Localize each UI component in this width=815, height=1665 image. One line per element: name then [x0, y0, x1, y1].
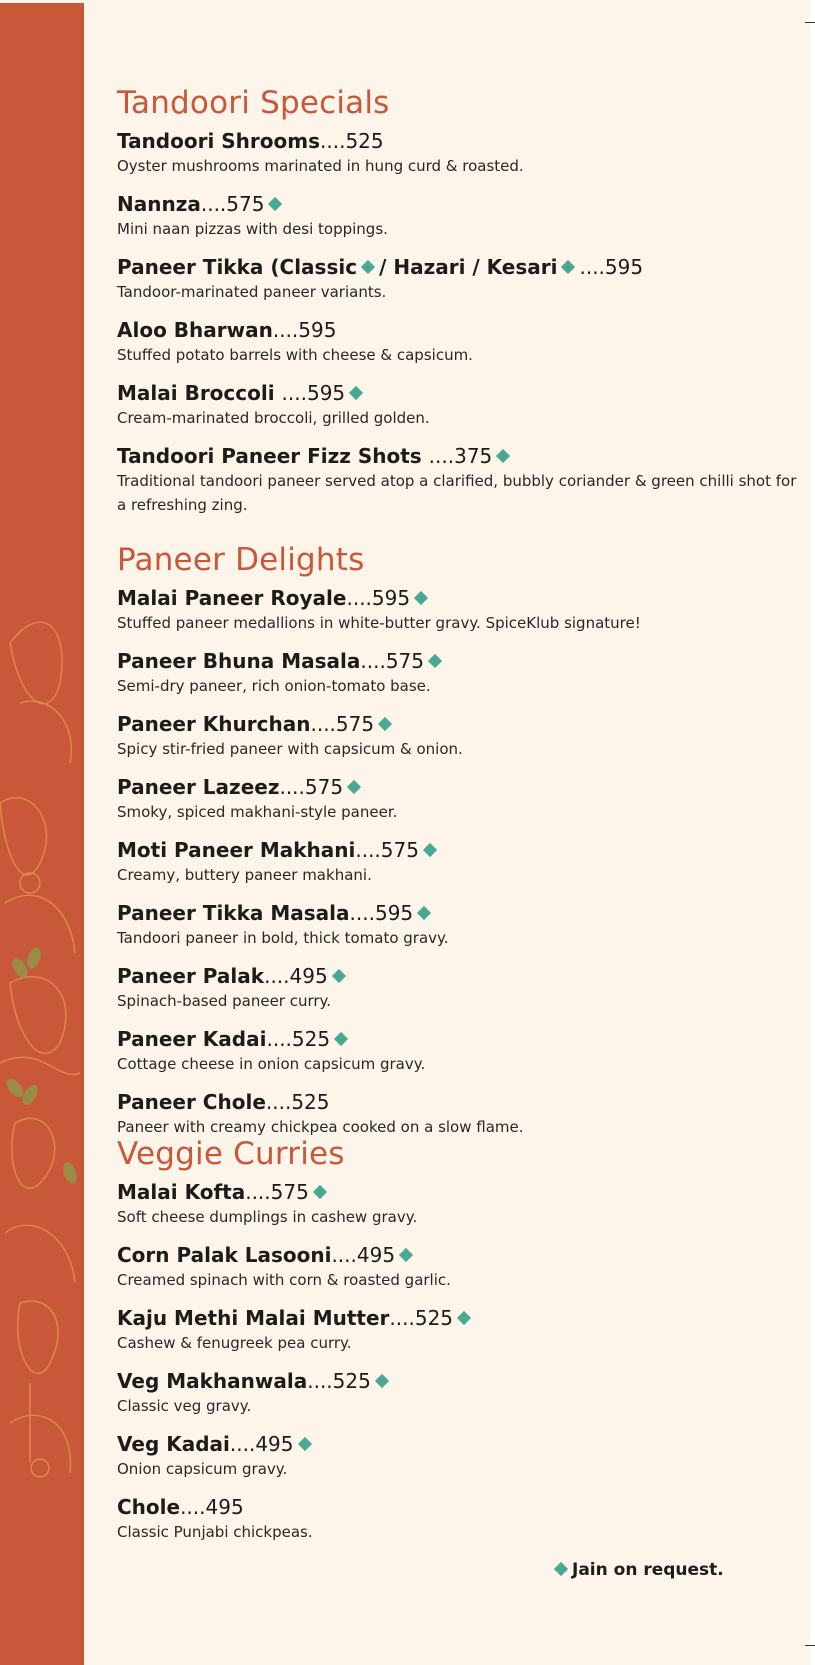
- item-name: Moti Paneer Makhani: [117, 838, 356, 862]
- item-price: 575: [304, 775, 344, 799]
- jain-diamond-icon: [361, 260, 375, 274]
- item-description: Semi-dry paneer, rich onion-tomato base.: [117, 677, 431, 695]
- item-line: [117, 191, 797, 217]
- price-leader: ....: [264, 964, 290, 988]
- item-description: Creamed spinach with corn & roasted garlic.: [117, 1271, 451, 1289]
- item-name-variants: / Hazari / Kesari: [379, 255, 558, 279]
- item-line: [117, 774, 797, 800]
- item-price: 525: [345, 129, 384, 153]
- price-leader: ....: [579, 255, 605, 279]
- item-name: Paneer Khurchan: [117, 712, 311, 736]
- item-description: Spicy stir-fried paneer with capsicum & onion.: [117, 740, 463, 758]
- item-name: Corn Palak Lasooni: [117, 1243, 332, 1267]
- item-line: [117, 1305, 797, 1331]
- item-description: Mini naan pizzas with desi toppings.: [117, 220, 388, 238]
- item-price: 375: [454, 444, 493, 468]
- jain-diamond-icon: [399, 1248, 413, 1262]
- item-line: [117, 1494, 797, 1520]
- section-veggie-curries: [117, 1135, 797, 1557]
- item-price: 575: [385, 649, 425, 673]
- item-name: Paneer Kadai: [117, 1027, 267, 1051]
- item-name: Aloo Bharwan: [117, 318, 273, 342]
- jain-diamond-icon: [332, 969, 346, 983]
- item-description: Cottage cheese in onion capsicum gravy.: [117, 1055, 426, 1073]
- price-leader: ....: [180, 1495, 206, 1519]
- item-line: [117, 1179, 797, 1205]
- item-price: 595: [374, 901, 414, 925]
- price-leader: ....: [265, 1090, 292, 1114]
- price-leader: ....: [266, 1027, 292, 1051]
- menu-item: [117, 1179, 797, 1229]
- item-price: 525: [291, 1090, 330, 1114]
- jain-diamond-icon: [375, 1374, 389, 1388]
- menu-item: [117, 1305, 797, 1355]
- price-leader: ....: [200, 192, 227, 216]
- item-description: Onion capsicum gravy.: [117, 1460, 288, 1478]
- item-description: Cashew & fenugreek pea curry.: [117, 1334, 352, 1352]
- item-name: Veg Makhanwala: [117, 1369, 308, 1393]
- item-price: 595: [298, 318, 337, 342]
- price-leader: ....: [310, 712, 336, 736]
- menu-item: [117, 443, 797, 517]
- item-line: [117, 380, 797, 406]
- item-line: [117, 1026, 797, 1052]
- menu-item: [117, 254, 797, 304]
- menu-item: [117, 1368, 797, 1418]
- item-name: Malai Paneer Royale: [117, 586, 347, 610]
- price-leader: ....: [229, 1432, 256, 1456]
- crop-mark: [805, 22, 815, 23]
- item-price: 495: [289, 964, 328, 988]
- item-name: Kaju Methi Malai Mutter: [117, 1306, 390, 1330]
- item-name: Paneer Lazeez: [117, 775, 280, 799]
- price-leader: ....: [360, 649, 386, 673]
- jain-diamond-icon: [554, 1561, 568, 1575]
- item-description: Stuffed paneer medallions in white-butter gravy. SpiceKlub signature!: [117, 614, 641, 632]
- item-line: [117, 128, 797, 154]
- item-price: 495: [255, 1432, 294, 1456]
- item-price: 595: [371, 586, 411, 610]
- price-leader: ....: [331, 1243, 357, 1267]
- legend-text: Jain on request.: [572, 1560, 724, 1580]
- jain-diamond-icon: [423, 843, 437, 857]
- item-price: 525: [414, 1306, 454, 1330]
- jain-diamond-icon: [297, 1437, 311, 1451]
- jain-diamond-icon: [347, 780, 361, 794]
- item-line: [117, 585, 797, 611]
- jain-diamond-icon: [428, 654, 442, 668]
- menu-item: [117, 648, 797, 698]
- jain-diamond-icon: [268, 197, 282, 211]
- section-title: Tandoori Specials: [117, 85, 390, 121]
- item-description: Traditional tandoori paneer served atop a clarified, bubbly coriander & green chilli shot for a refreshing zing.: [117, 472, 797, 514]
- item-name: Paneer Tikka (Classic: [117, 255, 358, 279]
- item-line: [117, 1242, 797, 1268]
- item-name: Paneer Tikka Masala: [117, 901, 350, 925]
- item-price: 525: [291, 1027, 331, 1051]
- price-leader: ....: [245, 1180, 271, 1204]
- price-leader: ....: [272, 318, 299, 342]
- item-description: Spinach-based paneer curry.: [117, 992, 332, 1010]
- item-line: [117, 963, 797, 989]
- item-description: Tandoor-marinated paneer variants.: [117, 283, 387, 301]
- item-line: [117, 254, 797, 280]
- item-line: [117, 317, 797, 343]
- item-description: Tandoori paneer in bold, thick tomato gravy.: [117, 929, 449, 947]
- jain-diamond-icon: [349, 386, 363, 400]
- jain-diamond-icon: [417, 906, 431, 920]
- item-price: 575: [380, 838, 419, 862]
- item-description: Classic veg gravy.: [117, 1397, 252, 1415]
- item-description: Smoky, spiced makhani-style paneer.: [117, 803, 398, 821]
- menu-item: [117, 191, 797, 241]
- item-name: Tandoori Paneer Fizz Shots: [117, 444, 429, 468]
- page-edge: [810, 0, 815, 1665]
- item-price: 595: [604, 255, 644, 279]
- price-leader: ....: [389, 1306, 415, 1330]
- jain-diamond-icon: [334, 1032, 348, 1046]
- price-leader: ....: [281, 381, 307, 405]
- menu-item: [117, 1494, 797, 1544]
- item-name: Nannza: [117, 192, 201, 216]
- item-price: 575: [335, 712, 375, 736]
- jain-diamond-icon: [561, 260, 575, 274]
- item-line: [117, 900, 797, 926]
- menu-item: [117, 128, 797, 178]
- spice-illustration: [0, 3, 84, 1665]
- menu-item: [117, 585, 797, 635]
- jain-diamond-icon: [496, 449, 510, 463]
- price-leader: ....: [279, 775, 305, 799]
- price-leader: ....: [355, 838, 381, 862]
- menu-item: [117, 774, 797, 824]
- item-price: 495: [205, 1495, 244, 1519]
- price-leader: ....: [349, 901, 375, 925]
- jain-diamond-icon: [457, 1311, 471, 1325]
- item-description: Soft cheese dumplings in cashew gravy.: [117, 1208, 418, 1226]
- item-line: [117, 837, 797, 863]
- section-title: Paneer Delights: [117, 542, 365, 578]
- item-price: 575: [270, 1180, 309, 1204]
- jain-diamond-icon: [378, 717, 392, 731]
- menu-item: [117, 380, 797, 430]
- item-name: Malai Kofta: [117, 1180, 246, 1204]
- section-paneer-delights: [117, 541, 797, 1152]
- section-tandoori-specials: [117, 84, 797, 530]
- jain-diamond-icon: [313, 1185, 327, 1199]
- menu-item: [117, 1026, 797, 1076]
- item-price: 525: [332, 1369, 371, 1393]
- item-description: Creamy, buttery paneer makhani.: [117, 866, 372, 884]
- menu-item: [117, 1242, 797, 1292]
- menu-item: [117, 317, 797, 367]
- price-leader: ....: [320, 129, 346, 153]
- menu-item: [117, 837, 797, 887]
- menu-item: [117, 900, 797, 950]
- item-name: Veg Kadai: [117, 1432, 230, 1456]
- section-title: Veggie Curries: [117, 1136, 345, 1172]
- menu-item: [117, 711, 797, 761]
- price-leader: ....: [428, 444, 455, 468]
- price-leader: ....: [307, 1369, 333, 1393]
- item-line: [117, 1089, 797, 1115]
- item-description: Cream-marinated broccoli, grilled golden.: [117, 409, 430, 427]
- price-leader: ....: [346, 586, 372, 610]
- item-line: [117, 1431, 797, 1457]
- item-price: 595: [306, 381, 346, 405]
- item-line: [117, 443, 797, 469]
- item-price: 575: [226, 192, 265, 216]
- item-line: [117, 711, 797, 737]
- item-name: Chole: [117, 1495, 181, 1519]
- item-description: Paneer with creamy chickpea cooked on a slow flame.: [117, 1118, 524, 1136]
- item-name: Paneer Palak: [117, 964, 265, 988]
- item-line: [117, 648, 797, 674]
- item-price: 495: [356, 1243, 396, 1267]
- item-name: Tandoori Shrooms: [117, 129, 321, 153]
- menu-item: [117, 963, 797, 1013]
- item-name: Paneer Chole: [117, 1090, 266, 1114]
- jain-legend: [556, 1560, 724, 1580]
- side-band: [0, 3, 84, 1665]
- jain-diamond-icon: [414, 591, 428, 605]
- crop-mark: [805, 1645, 815, 1646]
- menu-item: [117, 1089, 797, 1139]
- item-name: Paneer Bhuna Masala: [117, 649, 361, 673]
- item-line: [117, 1368, 797, 1394]
- item-description: Classic Punjabi chickpeas.: [117, 1523, 313, 1541]
- menu-item: [117, 1431, 797, 1481]
- item-description: Stuffed potato barrels with cheese & capsicum.: [117, 346, 473, 364]
- item-name: Malai Broccoli: [117, 381, 282, 405]
- item-description: Oyster mushrooms marinated in hung curd & roasted.: [117, 157, 524, 175]
